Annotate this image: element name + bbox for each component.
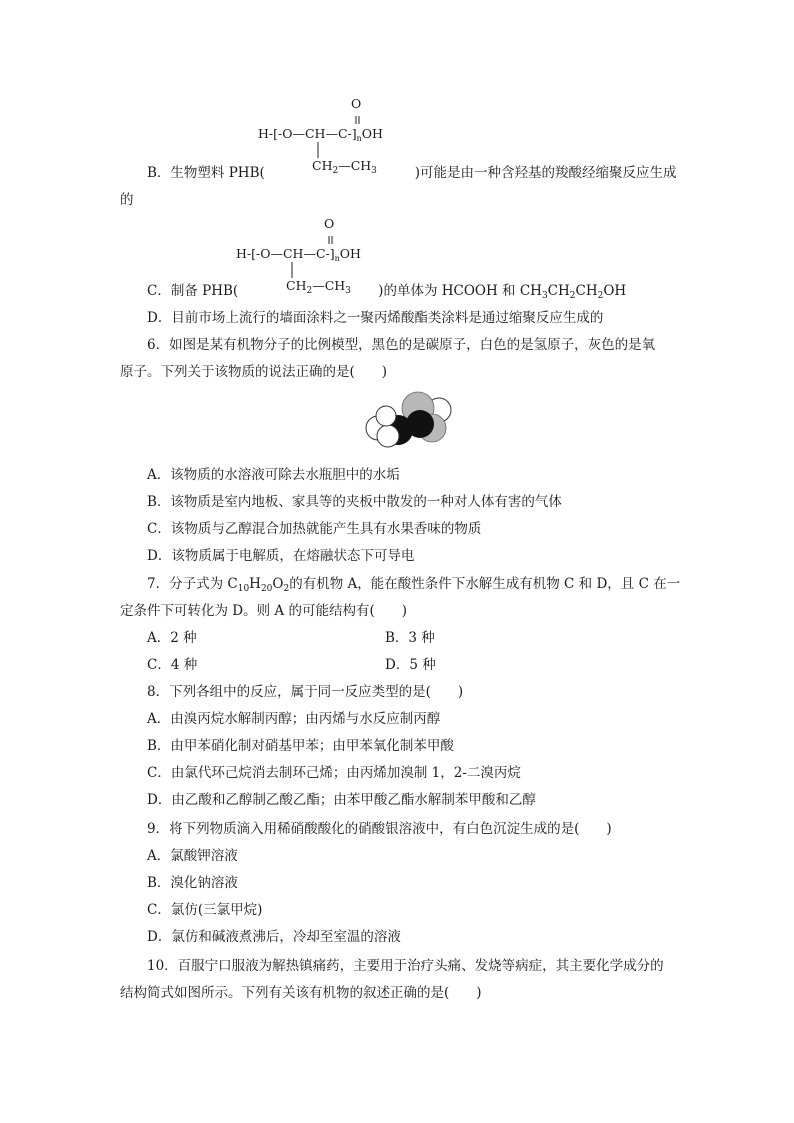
hydrogen-atom-upper-left (376, 406, 396, 426)
q7-option-b: B．3 种 (385, 630, 435, 646)
q7-option-d: D．5 种 (385, 657, 436, 673)
q5-option-d: D．目前市场上流行的墙面涂料之一聚丙烯酸酯类涂料是通过缩聚反应生成的 (147, 310, 604, 326)
q5-b-prefix: B．生物塑料 PHB( (147, 165, 265, 181)
q7-option-c: C．4 种 (147, 657, 198, 673)
q5-option-b-wrap: 的 (120, 192, 134, 208)
q5-c-prefix: C．制备 PHB( (147, 283, 239, 299)
terminal-oh: OH (339, 246, 361, 261)
formula-main-chain (258, 126, 383, 141)
q9-option-b: B．溴化钠溶液 (147, 875, 238, 891)
formula-side-chain: $CH_2—CH_3$ (312, 158, 377, 176)
molecule-model-image (362, 388, 462, 450)
q6-stem-line-2: 原子。下列关于该物质的说法正确的是( ) (120, 364, 388, 380)
terminal-oh: OH (361, 126, 383, 141)
q10-stem-line-2: 结构简式如图所示。下列有关该有机物的叙述正确的是( ) (120, 985, 482, 1001)
q6-option-a: A．该物质的水溶液可除去水瓶胆中的水垢 (147, 467, 400, 483)
main-chain-text: H-[-O—CH—C-] (236, 246, 335, 261)
q9-option-d: D．氯仿和碱液煮沸后，冷却至室温的溶液 (147, 929, 401, 945)
q7-stem-line-1: 7．分子式为 $C_{10}H_{20}O_2$的有机物 A，能在酸性条件下水解生成有机物 C 和 D，且 C 在一 (147, 576, 681, 594)
carbonyl-oxygen: O (324, 216, 335, 231)
q9-stem: 9．将下列物质滴入用稀硝酸酸化的硝酸银溶液中，有白色沉淀生成的是( ) (147, 821, 612, 837)
q9-option-c: C．氯仿(三氯甲烷) (147, 902, 263, 918)
formula-main-chain (236, 246, 361, 261)
q6-option-b: B．该物质是室内地板、家具等的夹板中散发的一种对人体有害的气体 (147, 494, 562, 510)
q6-option-c: C．该物质与乙醇混合加热就能产生具有水果香味的物质 (147, 521, 482, 537)
q5-c-text: )的单体为 HCOOH 和 CH (378, 283, 542, 299)
q7-option-a: A．2 种 (147, 630, 197, 646)
q6-stem-line-1: 6．如图是某有机物分子的比例模型，黑色的是碳原子，白色的是氢原子，灰色的是氧 (147, 337, 656, 353)
q8-option-a: A．由溴丙烷水解制丙醇；由丙烯与水反应制丙醇 (147, 711, 441, 727)
q10-stem-line-1: 10．百服宁口服液为解热镇痛药，主要用于治疗头痛、发烧等病症，其主要化学成分的 (147, 958, 664, 974)
carbonyl-oxygen: O (351, 96, 362, 111)
q6-option-d: D．该物质属于电解质，在熔融状态下可导电 (147, 548, 415, 564)
q8-stem: 8．下列各组中的反应，属于同一反应类型的是( ) (147, 684, 464, 700)
q8-option-b: B．由甲苯硝化制对硝基甲苯；由甲苯氧化制苯甲酸 (147, 738, 454, 754)
formula-side-chain: $CH_2—CH_3$ (286, 278, 351, 296)
repeat-n: n (334, 254, 340, 263)
q5-b-suffix: )可能是由一种含羟基的羧酸经缩聚反应生成 (414, 165, 677, 181)
q5-option-c: C．制备 PHB( )的单体为 HCOOH 和 $CH_3CH_2CH_2OH$ (147, 283, 627, 301)
repeat-n: n (356, 134, 362, 143)
q9-option-a: A．氯酸钾溶液 (147, 848, 238, 864)
q5-option-b (147, 163, 677, 183)
main-chain-text: H-[-O—CH—C-] (258, 126, 357, 141)
molecule-proportion-model (362, 388, 462, 450)
q7-stem-line-2: 定条件下可转化为 D。则 A 的可能结构有( ) (120, 603, 407, 619)
hydrogen-atom-lower (377, 425, 399, 447)
q8-option-c: C．由氯代环己烷消去制环己烯；由丙烯加溴制 1，2-二溴丙烷 (147, 765, 521, 781)
q8-option-d: D．由乙酸和乙醇制乙酸乙酯；由苯甲酸乙酯水解制苯甲酸和乙醇 (147, 792, 536, 808)
